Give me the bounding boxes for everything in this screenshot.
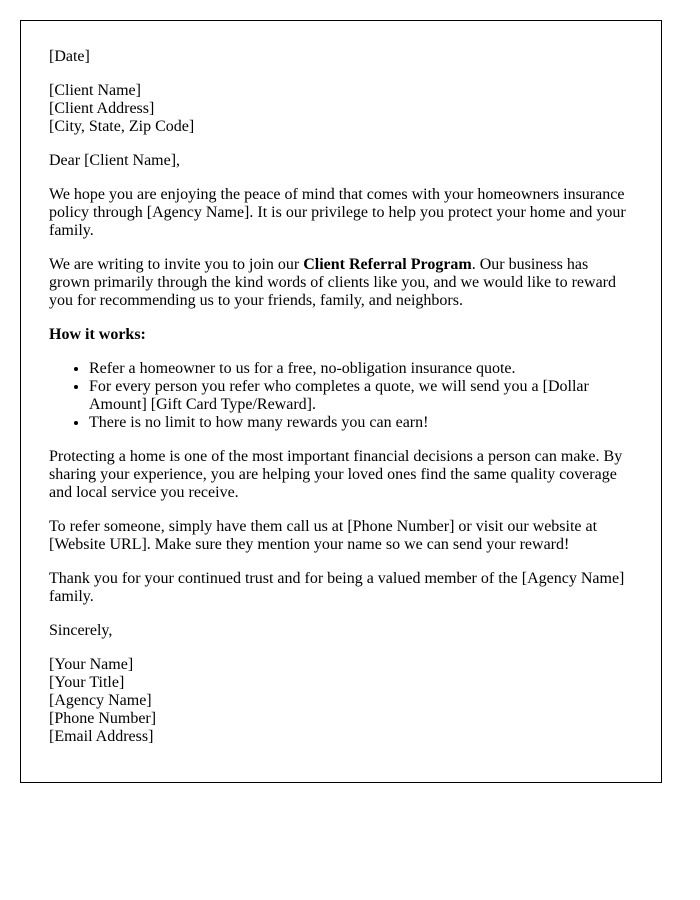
signature-email: [Email Address] — [49, 728, 154, 745]
list-item: • For every person you refer who completes a quote, we will send you a [Dollar Amount] [Gift Card Type/Reward]. — [89, 378, 633, 414]
referral-program-name: Client Referral Program — [303, 256, 472, 273]
intro-paragraph: We hope you are enjoying the peace of mind that comes with your homeowners insurance policy through [Agency Name]. It is our privilege to help you protect your home and your family. — [49, 186, 626, 239]
salutation: Dear [Client Name], — [49, 152, 181, 169]
signature-block — [49, 656, 633, 746]
list-item: • There is no limit to how many rewards you can earn! — [89, 414, 633, 432]
signature-phone: [Phone Number] — [49, 710, 157, 727]
letter-date: [Date] — [49, 48, 90, 65]
how-it-works-heading: How it works: — [49, 326, 146, 343]
signature-title: [Your Title] — [49, 674, 125, 691]
how-it-works-list — [49, 360, 633, 432]
thank-you-paragraph: Thank you for your continued trust and for being a valued member of the [Agency Name] family. — [49, 570, 625, 605]
closing: Sincerely, — [49, 622, 113, 639]
recipient-name: [Client Name] — [49, 82, 141, 99]
recipient-address: [Client Address] — [49, 100, 155, 117]
letter-document — [20, 20, 662, 783]
signature-name: [Your Name] — [49, 656, 134, 673]
importance-paragraph: Protecting a home is one of the most important financial decisions a person can make. By sharing your experience, you are helping your loved ones find the same quality coverage and local service you receive. — [49, 448, 623, 501]
recipient-city-state-zip: [City, State, Zip Code] — [49, 118, 195, 135]
referral-invite-paragraph — [49, 256, 633, 310]
how-to-refer-paragraph: To refer someone, simply have them call us at [Phone Number] or visit our website at [Website URL]. Make sure they mention your name so we can send your reward! — [49, 518, 598, 553]
recipient-address-block — [49, 82, 633, 136]
signature-agency: [Agency Name] — [49, 692, 152, 709]
list-item: • Refer a homeowner to us for a free, no-obligation insurance quote. — [89, 360, 633, 378]
referral-invite-text-before: We are writing to invite you to join our — [49, 256, 304, 273]
referral-invite-text-after: . Our business has grown primarily through the kind words of clients like you, and we would like to reward you for recommending us to your friends, family, and neighbors. — [49, 256, 616, 309]
